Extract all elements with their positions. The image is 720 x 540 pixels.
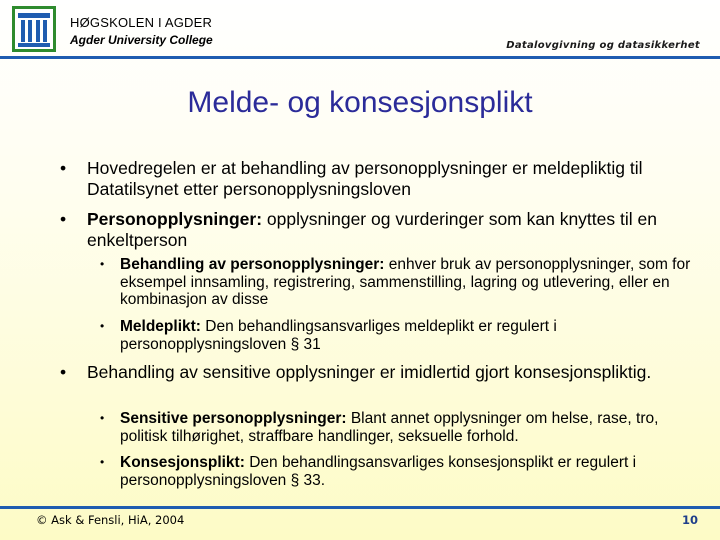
page-number: 10 [681, 513, 698, 527]
footer-divider [0, 506, 720, 509]
sub-bullet-item [100, 318, 700, 353]
course-title: Datalovgivning og datasikkerhet [506, 40, 700, 51]
sub-bullet-item [100, 410, 700, 445]
bullet-item [60, 209, 700, 251]
sub-bullet-item [100, 454, 700, 489]
sub-bullet-bold: Behandling av personopplysninger: [120, 256, 385, 273]
sub-bullet-text: Den behandlingsansvarliges konsesjonsplikt er regulert i personopplysningsloven § 33. [120, 454, 637, 489]
sub-bullet-marker: • [100, 411, 105, 425]
bullet-marker: • [60, 158, 67, 178]
copyright: © Ask & Fensli, HiA, 2004 [36, 513, 185, 527]
sub-bullet-marker: • [100, 319, 105, 333]
bullet-item [60, 362, 700, 383]
sub-bullet-marker: • [100, 455, 105, 469]
bullet-text: Hovedregelen er at behandling av personopplysninger er meldepliktig til Datatilsynet etter personopplysningsloven [87, 158, 643, 199]
slide-title: Melde- og konsesjonsplikt [187, 86, 533, 119]
school-name: HØGSKOLEN I AGDER [70, 15, 213, 30]
sub-bullet-marker: • [100, 257, 105, 271]
bullet-bold: Personopplysninger: [87, 209, 263, 229]
header-divider [0, 56, 720, 59]
bullet-text: Behandling av sensitive opplysninger er imidlertid gjort konsesjonspliktig. [87, 362, 652, 382]
bullet-marker: • [60, 209, 67, 229]
sub-bullet-bold: Konsesjonsplikt: [120, 454, 245, 471]
sub-bullet-item [100, 256, 700, 309]
bullet-text: opplysninger og vurderinger som kan knyttes til en enkeltperson [87, 209, 657, 250]
sub-bullet-text: enhver bruk av personopplysninger, som for eksempel innsamling, registrering, sammenstilling, lagring og utlevering, eller en kombinasjon av disse [120, 256, 691, 308]
sub-bullet-bold: Sensitive personopplysninger: [120, 410, 347, 427]
sub-bullet-bold: Meldeplikt: [120, 318, 201, 335]
bullet-marker: • [60, 362, 67, 382]
bullet-item [60, 158, 700, 200]
sub-bullet-text: Den behandlingsansvarliges meldeplikt er regulert i personopplysningsloven § 31 [120, 318, 557, 353]
sub-bullet-text: Blant annet opplysninger om helse, rase, tro, politisk tilhørighet, straffbare handlinger, seksuelle forhold. [120, 410, 659, 445]
column-logo-icon [12, 6, 56, 52]
school-subtitle: Agder University College [70, 33, 213, 47]
